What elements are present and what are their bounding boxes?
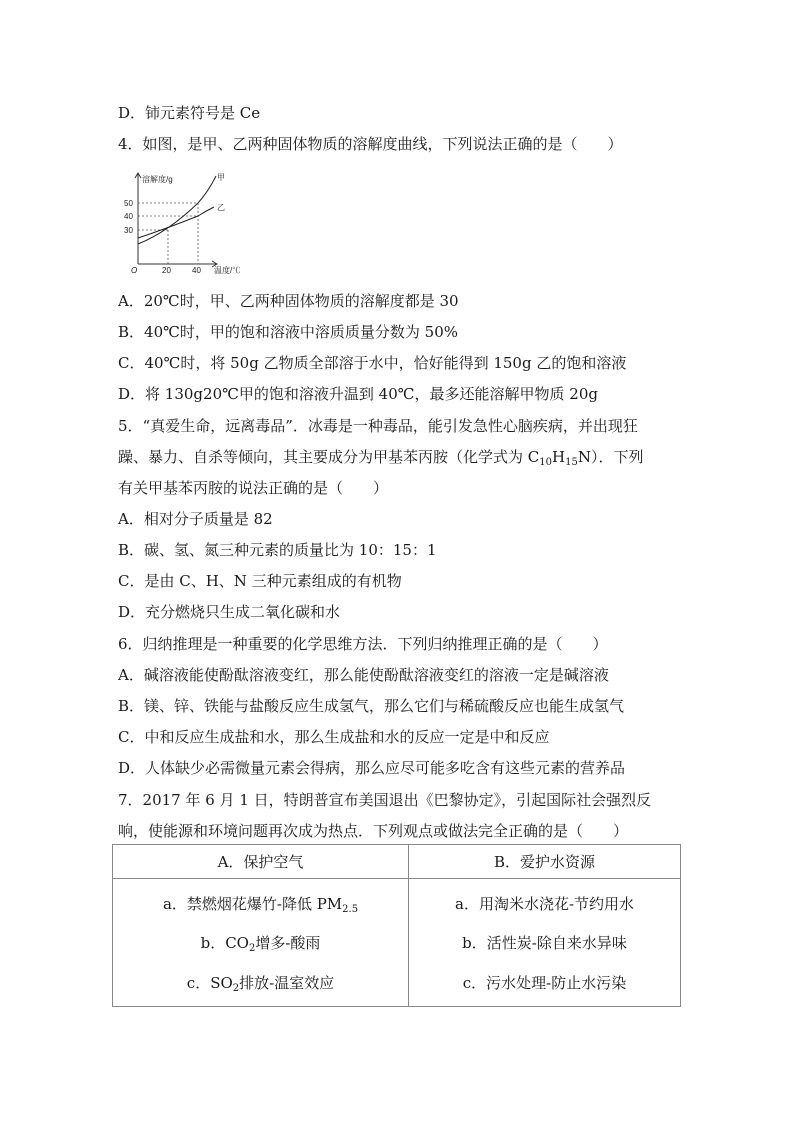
graph-xlabel: 温度/℃ (214, 266, 241, 275)
solubility-curve-graph (118, 168, 258, 276)
graph-series-yi-label: 乙 (217, 203, 225, 212)
q4-option-a: A．20℃时，甲、乙两种固体物质的溶解度都是 30 (118, 292, 459, 310)
q6-option-b: B．镁、锌、铁能与盐酸反应生成氢气，那么它们与稀硫酸反应也能生成氢气 (118, 697, 625, 715)
q5-option-c: C．是由 C、H、N 三种元素组成的有机物 (118, 572, 402, 590)
q5-option-d: D．充分燃烧只生成二氧化碳和水 (118, 603, 341, 621)
graph-series-jia-label: 甲 (217, 173, 225, 182)
q5-stem-line3: 有关甲基苯丙胺的说法正确的是（ ） (118, 479, 389, 497)
table-cell-a3: c．$SO_2$排放-温室效应 (113, 964, 409, 1007)
graph-ytick: 40 (124, 212, 133, 221)
graph-ylabel: 溶解度/g (142, 175, 173, 184)
q3-option-d: D．铈元素符号是 Ce (118, 104, 261, 122)
q5-option-b: B．碳、氢、氮三种元素的质量比为 10：15：1 (118, 541, 437, 559)
graph-xtick: 40 (192, 266, 201, 275)
q7-stem-line2: 响，使能源和环境问题再次成为热点．下列观点或做法完全正确的是（ ） (118, 822, 629, 840)
graph-xtick: 20 (162, 266, 171, 275)
q4-stem: 4．如图，是甲、乙两种固体物质的溶解度曲线，下列说法正确的是（ ） (118, 135, 623, 153)
table-cell-b2: b．活性炭-除自来水异味 (409, 921, 681, 964)
table-cell-b1: a．用淘米水浇花-节约用水 (409, 879, 681, 922)
q7-options-table (112, 844, 681, 1007)
table-cell-a2: b．$CO_2$增多-酸雨 (113, 921, 409, 964)
graph-ytick: 30 (124, 226, 133, 235)
q4-option-b: B．40℃时，甲的饱和溶液中溶质质量分数为 50% (118, 323, 458, 341)
q6-option-d: D．人体缺少必需微量元素会得病，那么应尽可能多吃含有这些元素的营养品 (118, 759, 626, 777)
graph-origin: O (131, 266, 138, 275)
q4-option-c: C．40℃时，将 50g 乙物质全部溶于水中，恰好能得到 150g 乙的饱和溶液 (118, 354, 627, 372)
table-cell-b3: c．污水处理-防止水污染 (409, 964, 681, 1007)
q6-stem: 6．归纳推理是一种重要的化学思维方法．下列归纳推理正确的是（ ） (118, 635, 608, 653)
q5-option-a: A．相对分子质量是 82 (118, 510, 273, 528)
q6-option-c: C．中和反应生成盐和水，那么生成盐和水的反应一定是中和反应 (118, 728, 550, 746)
table-header-a: A．保护空气 (113, 845, 409, 879)
q5-stem-line2: 躁、暴力、自杀等倾向，其主要成分为甲基苯丙胺（化学式为 $C_{10}H_{15}N$）．下列 (118, 448, 644, 468)
table-header-b: B．爱护水资源 (409, 845, 681, 879)
graph-ytick: 50 (124, 199, 133, 208)
q6-option-a: A．碱溶液能使酚酞溶液变红，那么能使酚酞溶液变红的溶液一定是碱溶液 (118, 666, 609, 684)
q4-option-d: D．将 130g20℃甲的饱和溶液升温到 40℃，最多还能溶解甲物质 20g (118, 385, 598, 403)
table-cell-a1: a．禁燃烟花爆竹-降低 $PM_{2.5}$ (113, 879, 409, 922)
q5-stem-line1: 5．“真爱生命，远离毒品”．冰毒是一种毒品，能引发急性心脑疾病，并出现狂 (118, 417, 638, 435)
q7-stem-line1: 7．2017 年 6 月 1 日，特朗普宣布美国退出《巴黎协定》，引起国际社会强烈反 (118, 791, 652, 809)
